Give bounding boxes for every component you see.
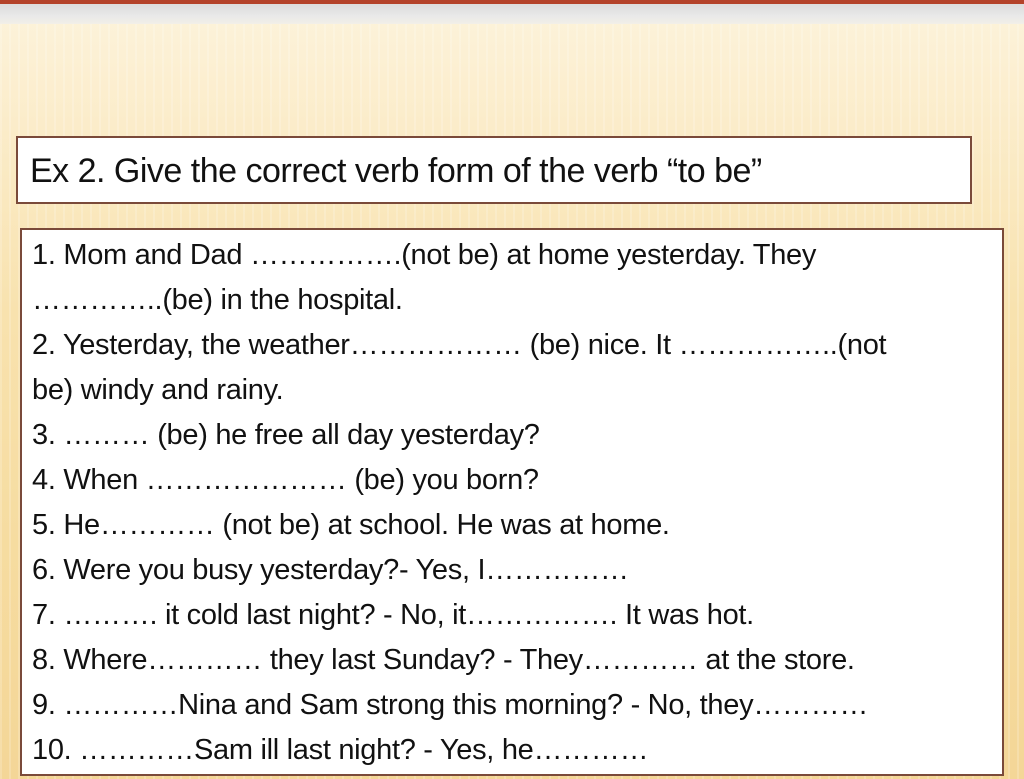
exercise-line-10: 8. Where………… they last Sunday? - They………… at the store. [32,644,855,676]
exercise-line-4: be) windy and rainy. [32,374,284,406]
exercise-line-6: 4. When ………………… (be) you born? [32,464,539,496]
exercise-line-5: 3. ……… (be) he free all day yesterday? [32,419,540,451]
exercise-line-2: …………..(be) in the hospital. [32,284,403,316]
exercise-line-12: 10. …………Sam ill last night? - Yes, he………… [32,734,649,766]
exercise-line-11: 9. …………Nina and Sam strong this morning? - No, they………… [32,689,869,721]
exercise-line-3: 2. Yesterday, the weather……………… (be) nice. It ……………..(not [32,329,887,361]
exercise-line-8: 6. Were you busy yesterday?- Yes, I…………… [32,554,629,586]
exercise-line-9: 7. ………. it cold last night? - No, it……………. It was hot. [32,599,754,631]
exercise-heading-box [16,136,972,204]
exercise-line-7: 5. He………… (not be) at school. He was at home. [32,509,670,541]
exercise-heading: Ex 2. Give the correct verb form of the verb “to be” [30,152,762,190]
exercise-content-box [20,228,1004,776]
exercise-line-1: 1. Mom and Dad …………….(not be) at home yesterday. They [32,239,817,271]
slide-top-bar [0,0,1024,24]
